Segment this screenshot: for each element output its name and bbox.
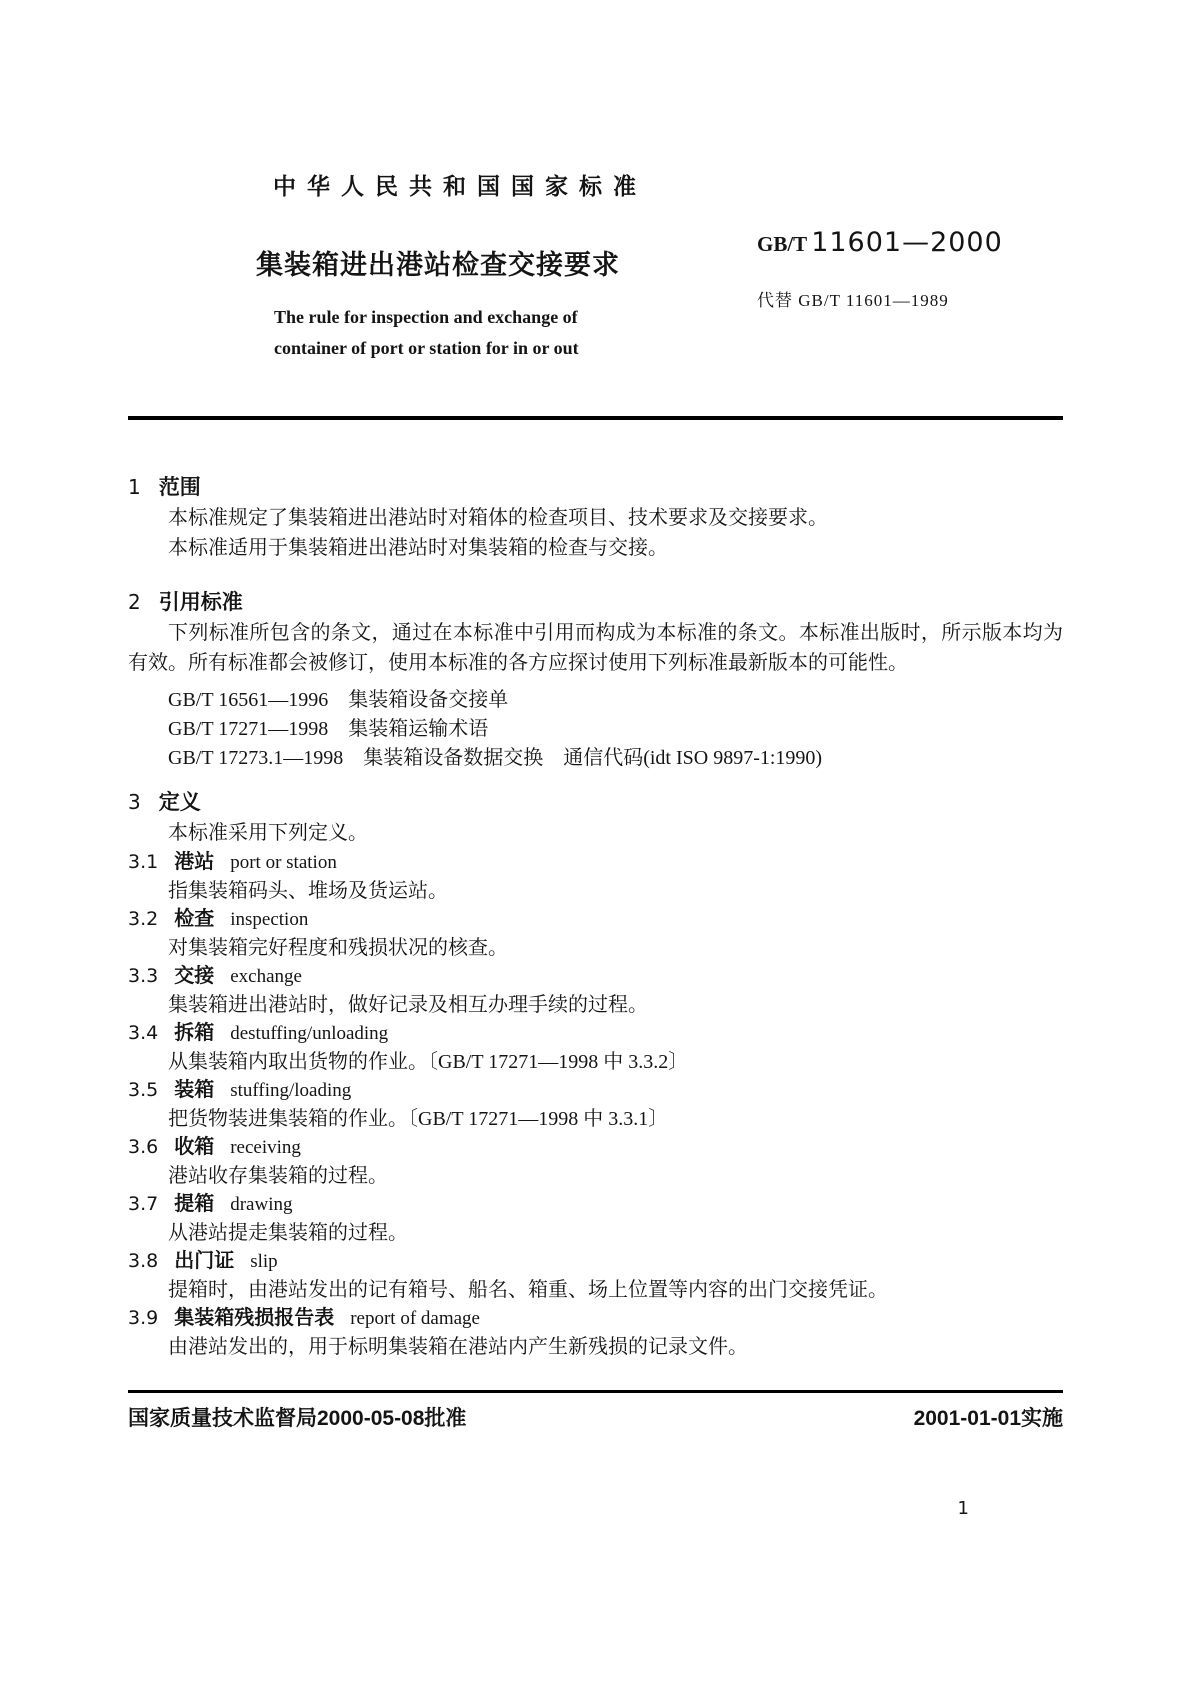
section-3-intro: 本标准采用下列定义。	[168, 822, 368, 844]
term-english: port or station	[230, 852, 337, 873]
term-definition	[128, 1190, 1063, 1247]
term-heading	[128, 1076, 1063, 1105]
term-number: 3.2	[128, 908, 159, 930]
section-2-heading	[128, 587, 1063, 618]
term-definition-text: 集装箱进出港站时，做好记录及相互办理手续的过程。	[168, 994, 648, 1016]
section-1-paragraph-2: 本标准适用于集装箱进出港站时对集装箱的检查与交接。	[168, 537, 668, 559]
section-2-number: 2	[128, 590, 141, 614]
term-definition	[128, 848, 1063, 905]
normative-references	[128, 686, 1063, 773]
term-definition-text: 对集装箱完好程度和残损状况的核查。	[168, 937, 508, 959]
term-definition	[128, 905, 1063, 962]
document-body	[0, 472, 1191, 1361]
section-3-number: 3	[128, 790, 141, 814]
header-rule	[128, 416, 1063, 420]
reference-item: GB/T 17271—1998 集装箱运输术语	[168, 718, 489, 740]
title-row	[128, 227, 1063, 364]
term-number: 3.8	[128, 1250, 159, 1272]
definitions-list	[128, 848, 1063, 1361]
term-heading	[128, 1133, 1063, 1162]
english-title-line1: The rule for inspection and exchange of	[274, 307, 578, 327]
section-3-heading	[128, 787, 1063, 818]
term-definition	[128, 1019, 1063, 1076]
term-heading	[128, 1304, 1063, 1333]
term-english: report of damage	[350, 1308, 480, 1329]
term-number: 3.5	[128, 1079, 159, 1101]
term-definition	[128, 1247, 1063, 1304]
term-english: inspection	[230, 909, 309, 930]
footer-rule	[128, 1390, 1063, 1393]
section-2-paragraph: 下列标准所包含的条文，通过在本标准中引用而构成为本标准的条文。本标准出版时，所示版本均为有效。所有标准都会被修订，使用本标准的各方应探讨使用下列标准最新版本的可能性。	[128, 622, 1063, 674]
term-definition-text: 提箱时，由港站发出的记有箱号、船名、箱重、场上位置等内容的出门交接凭证。	[168, 1279, 888, 1301]
title-block	[256, 243, 620, 364]
english-title	[274, 302, 620, 364]
term-chinese: 收箱	[174, 1136, 215, 1158]
term-english: slip	[250, 1251, 278, 1272]
standard-code-prefix: GB/T	[757, 232, 808, 256]
implementation-text: 2001-01-01实施	[913, 1407, 1063, 1430]
reference-item: GB/T 17273.1—1998 集装箱设备数据交换 通信代码(idt ISO 9897-1:1990)	[168, 747, 823, 769]
term-number: 3.6	[128, 1136, 159, 1158]
term-definition-text: 从港站提走集装箱的过程。	[168, 1222, 408, 1244]
english-title-line2: container of port or station for in or out	[274, 338, 579, 358]
term-chinese: 交接	[174, 965, 215, 987]
section-2-title: 引用标准	[158, 591, 243, 614]
term-english: destuffing/unloading	[230, 1023, 389, 1044]
national-standard-label: 中华人民共和国国家标准	[273, 173, 647, 199]
term-english: drawing	[230, 1194, 293, 1215]
section-1-number: 1	[128, 475, 141, 499]
approval-text: 国家质量技术监督局2000-05-08批准	[128, 1407, 467, 1430]
footer-row	[128, 1402, 1063, 1432]
term-number: 3.3	[128, 965, 159, 987]
term-definition	[128, 1304, 1063, 1361]
term-heading	[128, 962, 1063, 991]
term-definition	[128, 962, 1063, 1019]
term-definition-text: 把货物装进集装箱的作业。〔GB/T 17271—1998 中 3.3.1〕	[168, 1108, 669, 1130]
term-english: stuffing/loading	[230, 1080, 352, 1101]
standard-code-number: 11601—2000	[811, 227, 1003, 258]
term-heading	[128, 905, 1063, 934]
standard-code	[757, 227, 1063, 258]
term-definition-text: 港站收存集装箱的过程。	[168, 1165, 388, 1187]
term-chinese: 拆箱	[174, 1022, 215, 1044]
term-definition-text: 指集装箱码头、堆场及货运站。	[168, 880, 448, 902]
standard-code-block	[757, 227, 1063, 364]
term-english: receiving	[230, 1137, 301, 1158]
document-header	[0, 0, 1191, 364]
page-number: 1	[957, 1498, 969, 1519]
term-chinese: 检查	[174, 908, 215, 930]
term-heading	[128, 848, 1063, 877]
term-heading	[128, 1247, 1063, 1276]
term-chinese: 提箱	[174, 1193, 215, 1215]
term-chinese: 装箱	[174, 1079, 215, 1101]
term-number: 3.4	[128, 1022, 159, 1044]
term-chinese: 出门证	[174, 1250, 235, 1272]
term-definition	[128, 1076, 1063, 1133]
term-definition-text: 由港站发出的，用于标明集装箱在港站内产生新残损的记录文件。	[168, 1336, 748, 1358]
term-number: 3.9	[128, 1307, 159, 1329]
document-footer	[128, 1390, 1063, 1432]
term-heading	[128, 1019, 1063, 1048]
term-chinese: 港站	[174, 851, 215, 873]
term-definition-text: 从集装箱内取出货物的作业。〔GB/T 17271—1998 中 3.3.2〕	[168, 1051, 689, 1073]
replaces-note: 代替 GB/T 11601—1989	[757, 291, 949, 310]
term-number: 3.1	[128, 851, 159, 873]
term-english: exchange	[230, 966, 302, 987]
reference-item: GB/T 16561—1996 集装箱设备交接单	[168, 689, 509, 711]
term-definition	[128, 1133, 1063, 1190]
term-chinese: 集装箱残损报告表	[174, 1307, 335, 1329]
section-1-title: 范围	[158, 476, 201, 499]
section-1-heading	[128, 472, 1063, 503]
term-heading	[128, 1190, 1063, 1219]
section-3-title: 定义	[158, 791, 201, 814]
section-1-paragraph-1: 本标准规定了集装箱进出港站时对箱体的检查项目、技术要求及交接要求。	[168, 507, 828, 529]
term-number: 3.7	[128, 1193, 159, 1215]
document-title: 集装箱进出港站检查交接要求	[256, 250, 620, 280]
